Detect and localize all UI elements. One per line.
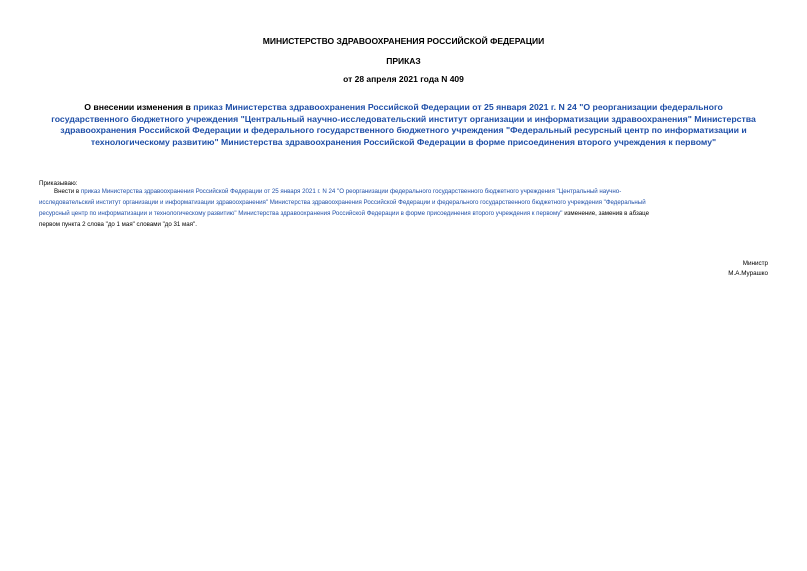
body-line-3-suffix: изменение, заменив в абзаце — [562, 210, 650, 217]
body-line-4: первом пункта 2 слова "до 1 мая" словами "до 31 мая". — [39, 221, 197, 228]
title-prefix: О внесении изменения в — [84, 102, 194, 112]
body-line-3 — [39, 208, 768, 219]
order-body-paragraph — [39, 186, 768, 230]
body-line-1 — [39, 186, 768, 197]
title-line-1 — [38, 102, 769, 114]
title-link-line-2[interactable]: государственного бюджетного учреждения "Центральный научно-исследовательский институт организации и информатизации здравоохранения" Министерства — [51, 113, 756, 124]
ministry-heading: МИНИСТЕРСТВО ЗДРАВООХРАНЕНИЯ РОССИЙСКОЙ ФЕДЕРАЦИИ — [262, 36, 545, 46]
order-title — [38, 102, 769, 148]
title-link-referenced-order[interactable]: приказ Министерства здравоохранения Российской Федерации от 25 января 2021 г. N 24 "О реорганизации федерального — [193, 102, 723, 112]
order-date-number: от 28 апреля 2021 года N 409 — [343, 74, 464, 84]
title-link-line-3[interactable]: здравоохранения Российской Федерации и федерального государственного бюджетного учреждения "Федеральный ресурсный центр по информатизации и — [60, 125, 747, 135]
body-link-line-3[interactable]: ресурсный центр по информатизации и технологическому развитию" Министерства здравоохранения Российской Федерации в форме присоединения второго учреждения к первому" — [39, 210, 563, 217]
body-line-1-prefix: Внести в — [54, 188, 81, 195]
body-link-line-2[interactable]: исследовательский институт организации и информатизации здравоохранения" Министерства здравоохранения Российской Федерации и федерального государственного бюджетного учреждения "Федеральный — [39, 199, 646, 206]
document-type-heading: ПРИКАЗ — [386, 56, 421, 66]
order-intro: Приказываю: — [39, 180, 78, 187]
signatory-position: Министр — [742, 260, 768, 267]
signatory-name: М.А.Мурашко — [728, 270, 768, 277]
title-link-line-4[interactable]: технологическому развитию" Министерства здравоохранения Российской Федерации в форме присоединения второго учреждения к первому" — [90, 136, 717, 147]
body-link-referenced-order[interactable]: приказ Министерства здравоохранения Российской Федерации от 25 января 2021 г. N 24 "О реорганизации федерального государственного бюджетного учреждения "Центральный научно- — [80, 188, 622, 195]
